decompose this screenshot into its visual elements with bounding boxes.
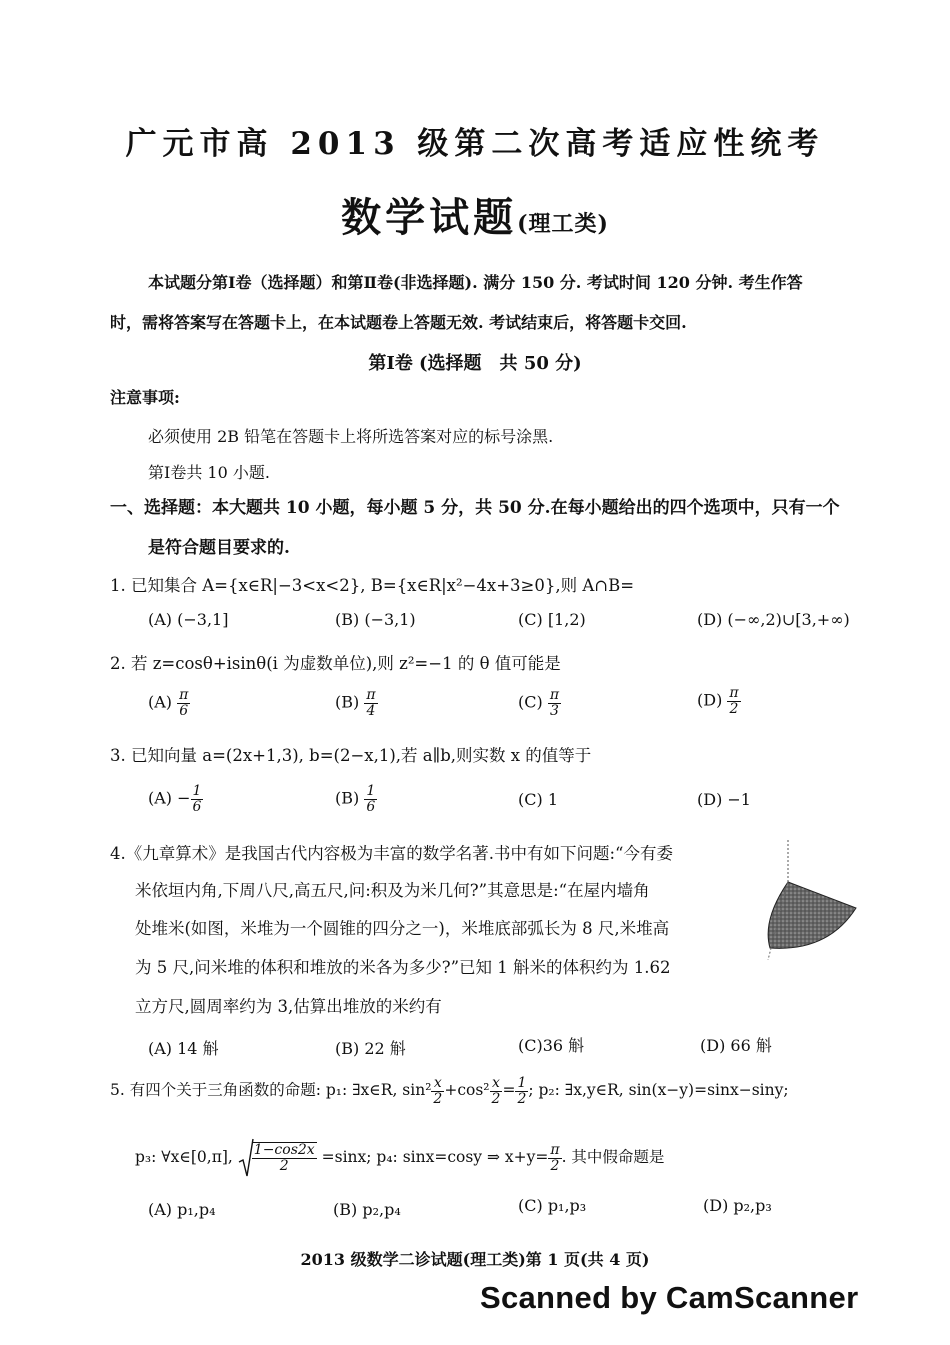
- question-1-option-d: (D) (−∞,2)∪[3,+∞): [697, 610, 850, 629]
- fraction: [548, 1143, 561, 1173]
- question-3-option-a: [148, 784, 203, 814]
- question-3-option-b: [335, 784, 377, 814]
- question-2-stem: 2. 若 z=cosθ+isinθ(i 为虚数单位),则 z²=−1 的 θ 值可能是: [110, 654, 561, 673]
- fraction: [515, 1076, 528, 1106]
- denominator: 2: [433, 1090, 443, 1107]
- rice-pile-svg: [758, 840, 858, 960]
- option-label: (C): [518, 692, 543, 712]
- denominator: 4: [366, 702, 376, 719]
- q5-p1-mid: +cos²: [444, 1081, 490, 1100]
- fraction: [364, 688, 377, 718]
- question-1-option-c: (C) [1,2): [518, 610, 586, 629]
- question-5-option-d: (D) p₂,p₃: [703, 1196, 772, 1215]
- q5-p3-post: =sinx; p₄: sinx=cosy ⇒ x+y=: [321, 1148, 549, 1166]
- q5-p1-eq: =: [502, 1081, 516, 1100]
- question-2-option-a: [148, 688, 190, 718]
- subject-title: [0, 186, 950, 243]
- numerator: π: [729, 685, 739, 701]
- denominator: 2: [279, 1158, 289, 1174]
- denominator: 3: [549, 702, 559, 719]
- question-4-line-1: 4.《九章算术》是我国古代内容极为丰富的数学名著.书中有如下问题:“今有委: [110, 844, 673, 863]
- intro-line-1: 本试题分第Ⅰ卷（选择题）和第Ⅱ卷(非选择题). 满分 150 分. 考试时间 120 分钟. 考生作答: [148, 273, 803, 292]
- question-5-option-b: (B) p₂,p₄: [333, 1200, 401, 1219]
- option-label: (B): [335, 788, 360, 808]
- numerator: π: [549, 687, 560, 703]
- question-5-option-c: (C) p₁,p₃: [518, 1196, 587, 1215]
- numerator: x: [490, 1076, 503, 1092]
- subject-note: (理工类): [517, 211, 609, 237]
- numerator: 1: [517, 1075, 527, 1091]
- fraction: [548, 688, 561, 718]
- fraction: [364, 784, 377, 814]
- minus-sign: −: [177, 788, 191, 808]
- subject-name: 数学试题: [341, 194, 518, 241]
- denominator: 6: [192, 798, 202, 815]
- numerator: 1: [192, 783, 202, 799]
- question-3-stem: 3. 已知向量 a=(2x+1,3), b=(2−x,1),若 a∥b,则实数 x 的值等于: [110, 746, 592, 765]
- numerator: 1: [366, 783, 376, 799]
- question-3-option-c: (C) 1: [518, 790, 558, 809]
- section-1-line-2: 是符合题目要求的.: [148, 538, 290, 558]
- numerator: π: [179, 687, 189, 703]
- question-2-option-d: [697, 686, 741, 716]
- section-1-line-1: 一、选择题：本大题共 10 小题，每小题 5 分，共 50 分.在每小题给出的四个选项中，只有一个: [110, 498, 840, 518]
- question-5-line-1: [110, 1076, 789, 1106]
- denominator: 2: [517, 1090, 527, 1107]
- radicand: [252, 1142, 317, 1173]
- rice-pile-figure-icon: [758, 840, 858, 960]
- q5-tail: . 其中假命题是: [561, 1148, 665, 1166]
- denominator: 2: [491, 1090, 501, 1107]
- question-2-option-b: [335, 688, 378, 718]
- fraction: [727, 686, 740, 716]
- numerator: x: [431, 1076, 444, 1092]
- question-4-option-c: (C)36 斛: [518, 1036, 585, 1055]
- q5-p2: ; p₂: ∃x,y∈R, sin(x−y)=sinx−siny;: [528, 1081, 789, 1100]
- page-footer: 2013 级数学二诊试题(理工类)第 1 页(共 4 页): [300, 1250, 650, 1269]
- fraction: [191, 784, 204, 814]
- note-1: 必须使用 2B 铅笔在答题卡上将所选答案对应的标号涂黑.: [148, 427, 554, 446]
- question-5-line-2: [135, 1138, 664, 1178]
- note-2: 第Ⅰ卷共 10 小题.: [148, 463, 270, 482]
- question-1-option-a: (A) (−3,1]: [148, 610, 229, 629]
- fraction: [490, 1076, 503, 1106]
- question-5-option-a: (A) p₁,p₄: [148, 1200, 216, 1219]
- denominator: 2: [729, 700, 739, 717]
- square-root-icon: [238, 1138, 317, 1178]
- question-4-line-5: 立方尺,圆周率约为 3,估算出堆放的米约有: [135, 997, 442, 1016]
- q5-p1-prefix: 5. 有四个关于三角函数的命题: p₁: ∃x∈R, sin²: [110, 1081, 432, 1100]
- numerator: π: [550, 1141, 560, 1158]
- notes-label: 注意事项:: [110, 388, 180, 407]
- intro-line-2: 时，需将答案写在答题卡上，在本试题卷上答题无效. 考试结束后，将答题卡交回.: [110, 313, 687, 332]
- camscanner-watermark: Scanned by CamScanner: [480, 1280, 859, 1315]
- question-4-line-2: 米依垣内角,下周八尺,高五尺,问:积及为米几何?”其意思是:“在屋内墙角: [135, 881, 650, 900]
- denominator: 6: [179, 702, 189, 719]
- option-label: (D): [697, 690, 723, 710]
- question-1-stem: 1. 已知集合 A={x∈R|−3<x<2}, B={x∈R|x²−4x+3≥0},则 A∩B=: [110, 576, 635, 595]
- option-label: (A): [148, 788, 173, 808]
- option-label: (A): [148, 692, 173, 712]
- question-4-option-b: (B) 22 斛: [335, 1039, 406, 1058]
- q5-p3-prefix: p₃: ∀x∈[0,π],: [135, 1148, 233, 1166]
- question-4-line-3: 处堆米(如图，米堆为一个圆锥的四分之一)，米堆底部弧长为 8 尺,米堆高: [135, 919, 670, 938]
- option-label: (B): [335, 692, 360, 712]
- question-4-option-a: (A) 14 斛: [148, 1039, 219, 1058]
- denominator: 2: [550, 1157, 560, 1174]
- question-2-option-c: [518, 688, 561, 718]
- fraction: [431, 1076, 444, 1106]
- denominator: 6: [366, 798, 376, 815]
- question-1-option-b: (B) (−3,1): [335, 610, 416, 629]
- exam-title: 广元市高 2013 级第二次高考适应性统考: [125, 126, 825, 162]
- volume-heading: 第Ⅰ卷 (选择题 共 50 分): [368, 353, 582, 374]
- question-4-option-d: (D) 66 斛: [700, 1036, 772, 1055]
- fraction: [177, 688, 190, 718]
- question-3-option-d: (D) −1: [697, 790, 751, 809]
- numerator: π: [366, 687, 376, 703]
- question-4-line-4: 为 5 尺,问米堆的体积和堆放的米各为多少?”已知 1 斛米的体积约为 1.62: [135, 958, 671, 977]
- numerator: 1−cos2x: [253, 1142, 315, 1159]
